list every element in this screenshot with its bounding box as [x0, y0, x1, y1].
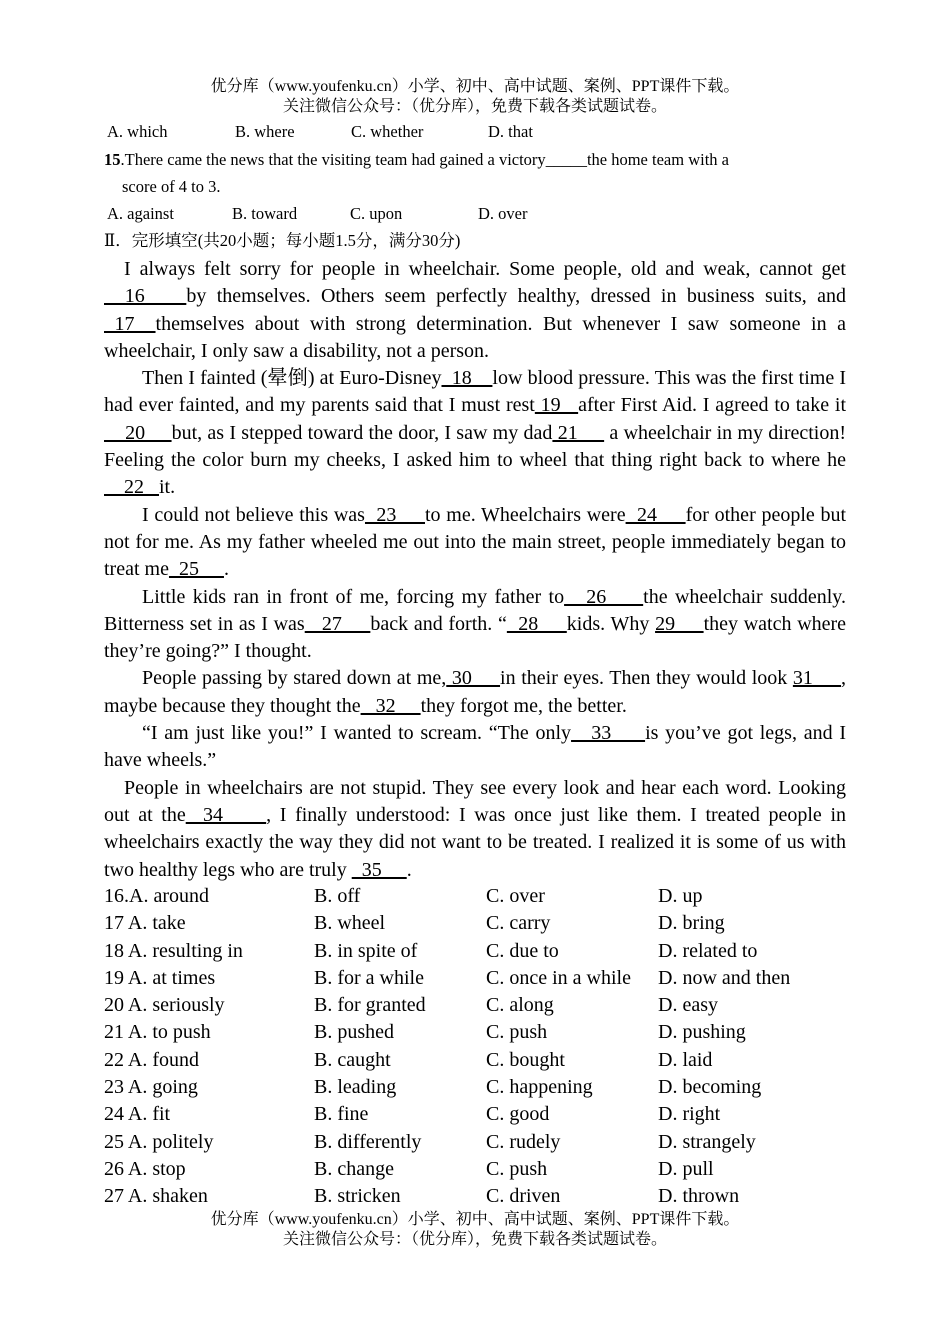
text: , maybe because they thought the: [104, 667, 847, 717]
blank-35: 35: [351, 858, 407, 881]
option-c: C. along: [486, 994, 554, 1017]
text: to me. Wheelchairs were: [425, 503, 626, 526]
option-row-26: [104, 1156, 846, 1183]
option-c: C. push: [486, 1021, 548, 1044]
passage-paragraph-1: [104, 256, 846, 365]
option-b: B. for a while: [314, 966, 424, 989]
text: but, as I stepped toward the door, I saw my dad: [171, 421, 553, 444]
option-a: 16.A. around: [104, 885, 209, 907]
text: after First Aid. I agreed to take it: [578, 394, 846, 417]
answer-options: [104, 883, 846, 1211]
header-line-2: 关注微信公众号：（优分库），免费下载各类试题试卷。: [282, 98, 667, 115]
option-c: C. carry: [486, 912, 551, 935]
option-a: 18 A. resulting in: [104, 939, 243, 962]
option-a: 24 A. fit: [104, 1103, 171, 1126]
option-a: 17 A. take: [104, 912, 186, 935]
footer-line-2: 关注微信公众号：（优分库），免费下载各类试题试卷。: [282, 1231, 667, 1248]
passage-paragraph-4: [104, 584, 846, 666]
text: People passing by stared down at me,: [142, 667, 447, 690]
q15-blank: _____: [545, 150, 587, 169]
option-c: C. over: [486, 885, 545, 907]
blank-34: 34: [185, 803, 267, 826]
text: for other people but not for me. As my father wheeled me out into the main street, people immediately began to treat me: [104, 503, 847, 581]
blank-33: 33: [571, 722, 646, 745]
blank-16: 16: [104, 285, 187, 308]
option-b: B. pushed: [314, 1021, 394, 1044]
option-a: 22 A. found: [104, 1048, 199, 1071]
option-d: D. bring: [658, 912, 725, 935]
option-a: 20 A. seriously: [104, 994, 225, 1017]
option-a: 21 A. to push: [104, 1021, 211, 1044]
text: , I finally understood: I was once just like them. I treated people in wheelchairs exactly the way they did not want to be treated. I realized it is some of us with two healthy legs who are truly: [104, 803, 846, 881]
blank-32: 32: [360, 694, 421, 717]
q15-number: 15: [104, 150, 121, 169]
option-b: B. stricken: [314, 1185, 401, 1208]
passage-paragraph-2: [104, 365, 846, 501]
option-row-24: [104, 1101, 846, 1128]
option-row-27: [104, 1183, 846, 1210]
cloze-passage: [104, 256, 846, 884]
q15-text-before: .There came the news that the visiting team had gained a victory: [120, 150, 546, 169]
option-row-23: [104, 1074, 846, 1101]
option-d: D. right: [658, 1103, 721, 1126]
q15-text-after: the home team with a: [586, 150, 729, 169]
option-d: D. now and then: [658, 966, 791, 989]
blank-28: 28: [506, 612, 567, 635]
option-d: D. pull: [658, 1157, 714, 1180]
text: they forgot me, the better.: [420, 694, 627, 717]
option-c: C. driven: [486, 1185, 561, 1208]
option-b: B. in spite of: [314, 939, 418, 962]
option-row-21: [104, 1019, 846, 1046]
option-row-17: [104, 910, 846, 937]
option-b: B. leading: [314, 1076, 397, 1099]
option-d: D. related to: [658, 939, 758, 962]
text: kids. Why: [566, 612, 656, 635]
text: they watch where they’re going?” I thought.: [104, 612, 847, 663]
text: by themselves. Others seem perfectly healthy, dressed in business suits, and: [186, 285, 846, 308]
blank-21: 21: [552, 421, 605, 444]
section-title: Ⅱ．完形填空(共20小题；每小题1.5分，满分30分): [104, 231, 461, 250]
option-row-19: [104, 965, 846, 992]
question-15: [104, 146, 846, 200]
option-b: B. fine: [314, 1103, 369, 1126]
text: Then I fainted (晕倒) at Euro-Disney: [142, 367, 442, 390]
blank-17: 17: [104, 312, 156, 335]
option-d: D. pushing: [658, 1021, 746, 1044]
option-b: B. off: [314, 885, 361, 907]
blank-27: 27: [304, 612, 371, 635]
option-d: D. easy: [658, 994, 718, 1017]
q14-option-a: A. which: [107, 122, 168, 141]
text: is you’ve got legs, and I have wheels.”: [104, 722, 847, 772]
q14-option-c: C. whether: [351, 122, 424, 141]
q14-option-d: D. that: [488, 122, 533, 141]
text: I could not believe this was: [142, 503, 365, 526]
footer-line-1: 优分库（www.youfenku.cn）小学、初中、高中试题、案例、PPT课件下载。: [210, 1211, 740, 1228]
blank-29: 29: [655, 612, 704, 635]
blank-22: 22: [104, 476, 159, 499]
blank-18: 18: [441, 367, 493, 390]
option-d: D. strangely: [658, 1130, 756, 1153]
option-row-16: [104, 883, 846, 910]
option-d: D. laid: [658, 1048, 713, 1071]
text: .: [406, 858, 412, 881]
text: back and forth. “: [370, 612, 507, 635]
text: I always felt sorry for people in wheelchair. Some people, old and weak, cannot get: [124, 258, 846, 280]
option-c: C. due to: [486, 939, 559, 962]
blank-30: 30: [446, 667, 501, 690]
text: Little kids ran in front of me, forcing my father to: [142, 585, 565, 608]
q15-option-c: C. upon: [350, 204, 403, 223]
text: in their eyes. Then they would look: [500, 667, 793, 690]
passage-paragraph-5: [104, 665, 846, 720]
text: “I am just like you!” I wanted to scream. “The only: [142, 722, 572, 745]
option-c: C. bought: [486, 1048, 565, 1071]
option-row-22: [104, 1047, 846, 1074]
option-d: D. becoming: [658, 1076, 762, 1099]
option-b: B. differently: [314, 1130, 422, 1153]
blank-26: 26: [564, 585, 644, 608]
option-c: C. push: [486, 1157, 548, 1180]
text: a wheelchair in my direction! Feeling the color burn my cheeks, I asked him to wheel that thing right back to where he: [104, 421, 847, 472]
blank-23: 23: [364, 503, 425, 526]
option-c: C. rudely: [486, 1130, 561, 1153]
option-b: B. wheel: [314, 912, 386, 935]
q15-option-b: B. toward: [232, 204, 298, 223]
option-a: 19 A. at times: [104, 966, 216, 989]
passage-paragraph-3: [104, 502, 846, 584]
q15-text-line2: score of 4 to 3.: [122, 177, 221, 196]
blank-31: 31: [792, 667, 842, 690]
option-a: 26 A. stop: [104, 1157, 186, 1180]
passage-paragraph-6: [104, 720, 846, 775]
option-b: B. caught: [314, 1048, 391, 1071]
blank-20: 20: [104, 421, 172, 444]
option-a: 23 A. going: [104, 1076, 198, 1099]
option-c: C. good: [486, 1103, 550, 1126]
text: People in wheelchairs are not stupid. They see every look and hear each word. Looking out at the: [104, 776, 846, 826]
option-row-20: [104, 992, 846, 1019]
option-d: D. up: [658, 885, 703, 907]
q15-option-a: A. against: [107, 204, 174, 223]
text: the wheelchair suddenly. Bitterness set in as I was: [104, 585, 847, 635]
text: low blood pressure. This was the first time I had ever fainted, and my parents said that I must rest: [104, 367, 847, 417]
option-row-25: [104, 1129, 846, 1156]
text: themselves about with strong determination. But whenever I saw someone in a wheelchair, I only saw a disability, not a person.: [104, 312, 846, 362]
blank-19: 19: [534, 394, 579, 417]
option-c: C. once in a while: [486, 966, 631, 989]
option-a: 27 A. shaken: [104, 1185, 208, 1208]
passage-paragraph-7: [104, 775, 846, 884]
q15-option-d: D. over: [478, 204, 528, 223]
option-d: D. thrown: [658, 1185, 740, 1208]
text: .: [223, 558, 229, 581]
header-line-1: 优分库（www.youfenku.cn）小学、初中、高中试题、案例、PPT课件下载。: [210, 78, 740, 95]
option-b: B. for granted: [314, 994, 426, 1017]
blank-24: 24: [625, 503, 686, 526]
blank-25: 25: [168, 558, 224, 581]
option-row-18: [104, 938, 846, 965]
option-c: C. happening: [486, 1076, 593, 1099]
option-b: B. change: [314, 1157, 394, 1180]
text: it.: [159, 476, 176, 499]
option-a: 25 A. politely: [104, 1130, 214, 1153]
q14-option-b: B. where: [235, 122, 295, 141]
